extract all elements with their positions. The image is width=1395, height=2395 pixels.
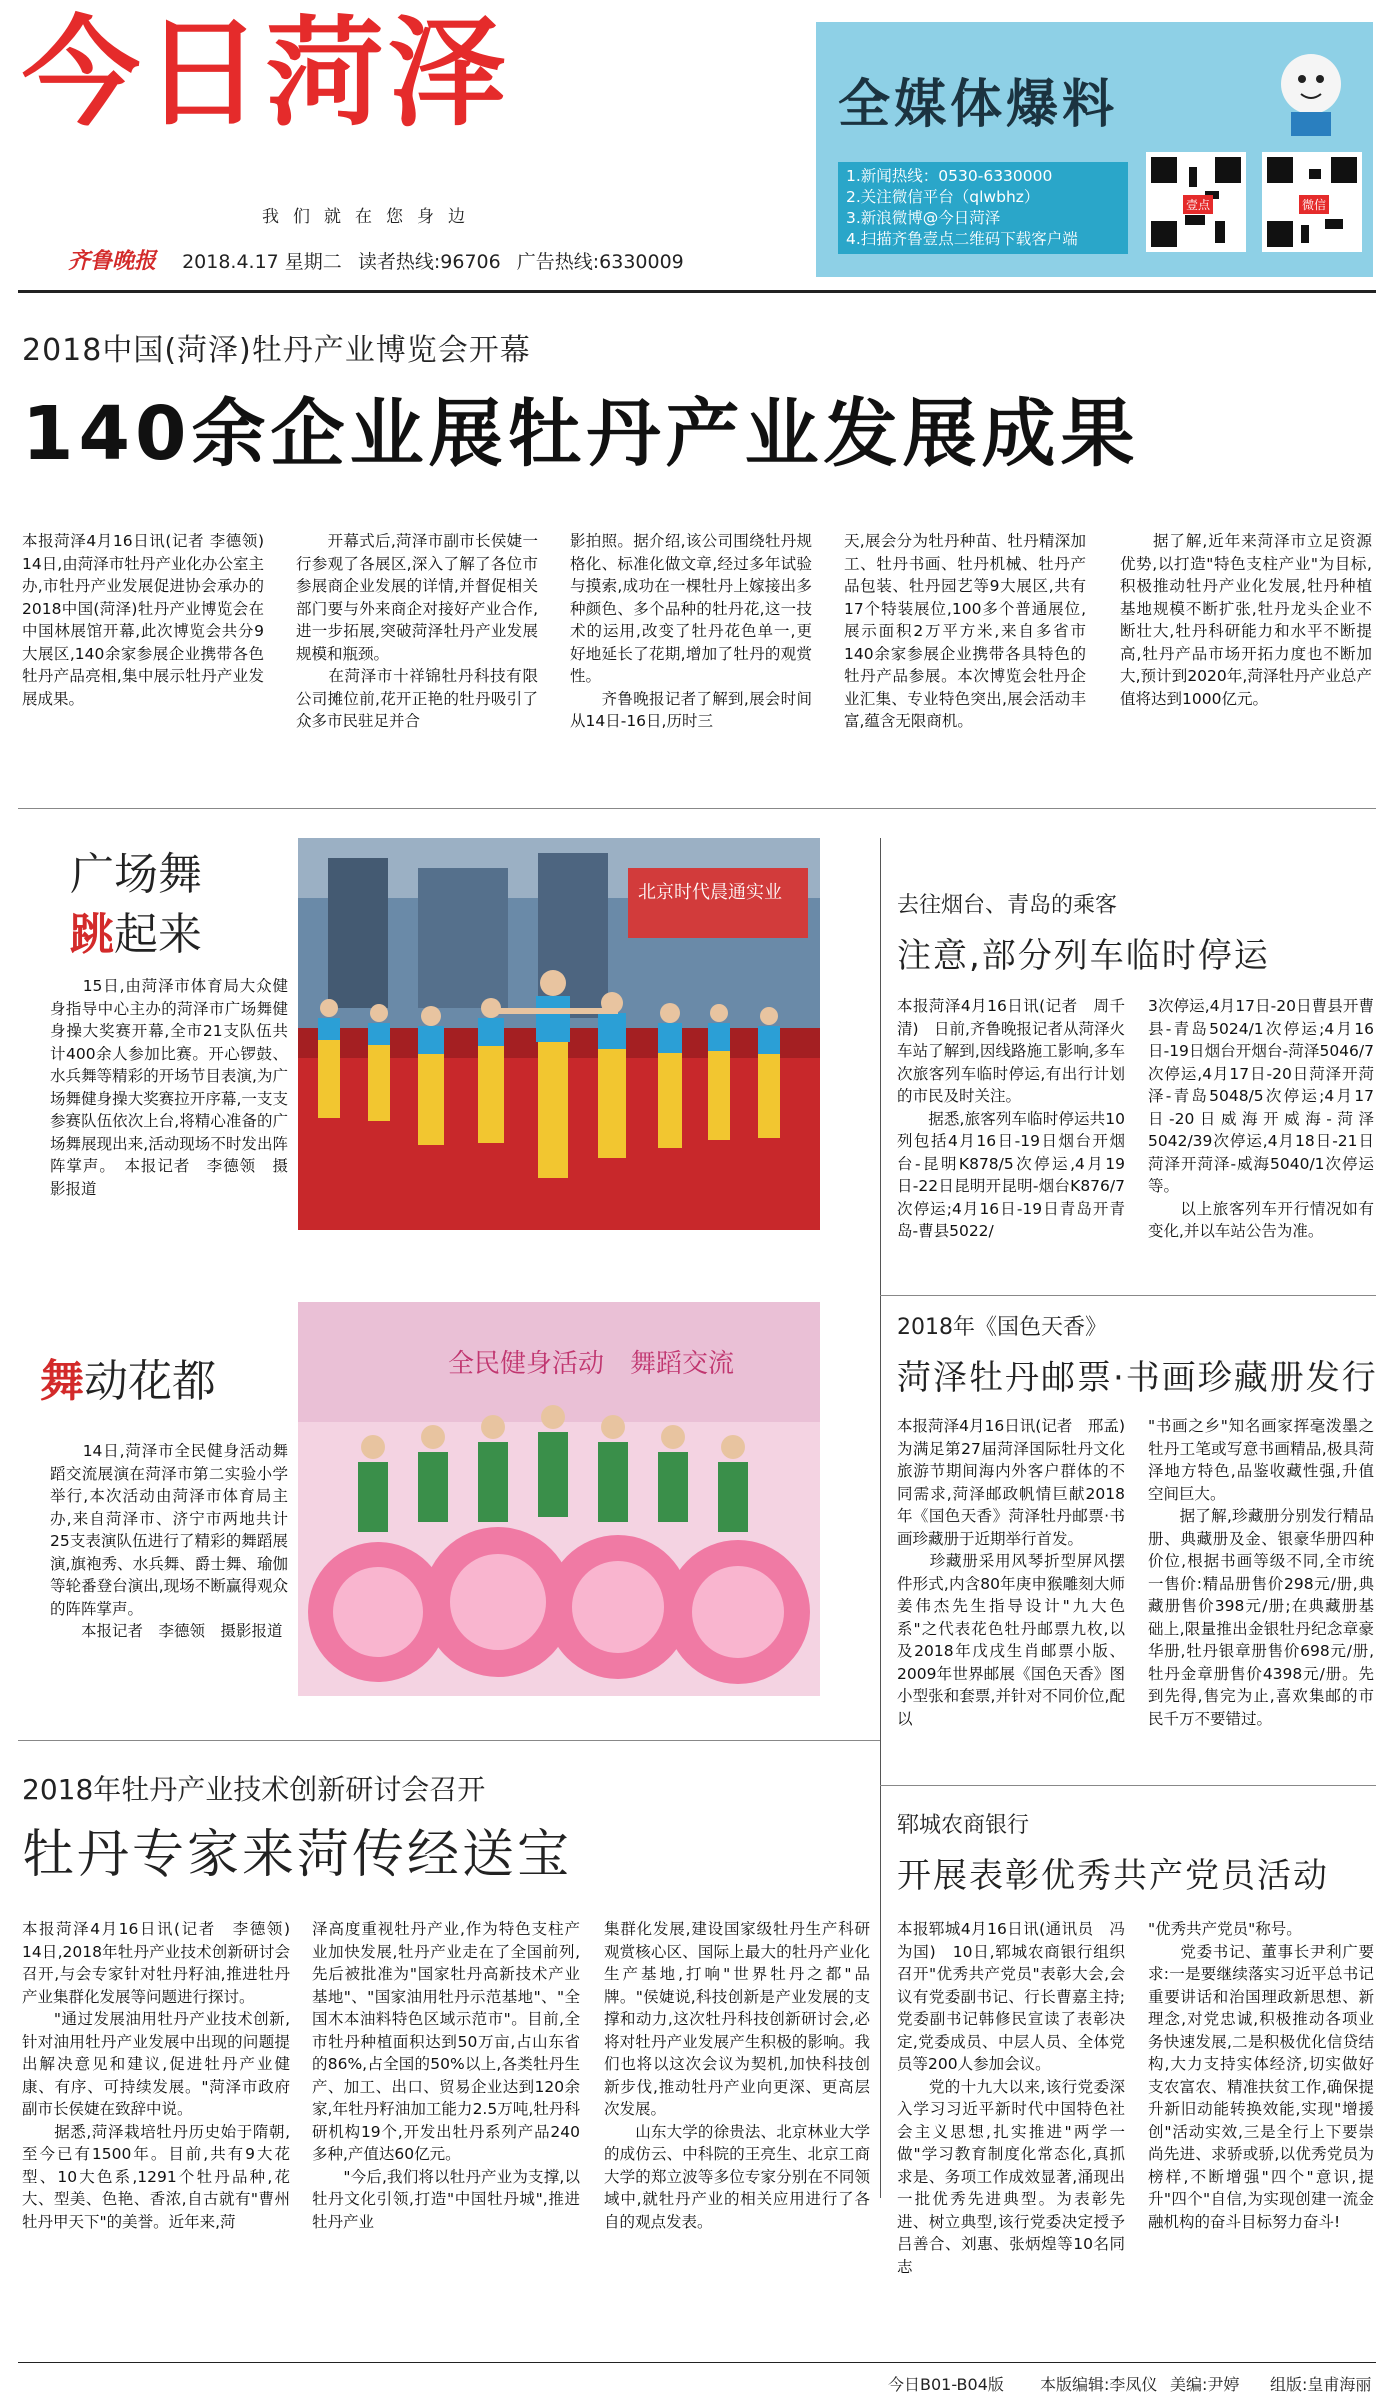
square-dance-photo (298, 838, 820, 1230)
masthead-divider (18, 290, 1376, 293)
photo2-title-rest: 动花都 (84, 1356, 216, 1407)
lead-kicker: 2018中国(菏泽)牡丹产业博览会开幕 (22, 333, 531, 368)
masthead-title: 今日菏泽 (22, 4, 511, 142)
promo-item: 3.新浪微博@今日菏泽 (846, 209, 1001, 227)
issue-date: 2018.4.17 星期二 (182, 251, 342, 273)
photo2-title-red: 舞 (40, 1356, 84, 1407)
dance-photo-illustration (298, 838, 820, 1230)
column-rule-right (880, 838, 881, 2198)
qr2-center-label: 微信 (1299, 195, 1329, 214)
section-divider (18, 1740, 880, 1741)
lead-column-1: 本报菏泽4月16日讯(记者 李德领) 14日,由菏泽市牡丹产业化办公室主办,市牡丹产业发展促进协会承办的2018中国(菏泽)牡丹产业博览会在中国林展馆开幕,此次博览会共分9大展区,140余家参展企业携带各色牡丹产品亮相,集中展示牡丹产业发展成果。 (22, 532, 280, 708)
promo-title: 全媒体爆料 (838, 75, 1119, 135)
footer-rule (18, 2362, 1376, 2363)
promo-contact-list (838, 162, 1128, 254)
stamp-column-2: "书画之乡"知名画家挥毫泼墨之牡丹工笔或写意书画精品,极具菏泽地方特色,品鉴收藏性强,升值空间巨大。 据了解,珍藏册分别发行精品册、典藏册及金、银豪华册四种价位,根据书画等级不同,全市统一售价:精品册售价298元/册,典藏册售价398元/册;在典藏册基础上,限量推出金银牡丹纪念章豪华册,牡丹银章册售价698元/册,牡丹金章册售价4398元/册。先到先得,售完为止,喜欢集邮的市民千万不要错过。 (1148, 1417, 1374, 1728)
bank-column-1: 本报郓城4月16日讯(通讯员 冯为国) 10日,郓城农商银行组织召开"优秀共产党员"表彰大会,会议有党委副书记、行长曹嘉主持;党委副书记韩修民宣读了表彰决定,党委成员、中层人员、全体党员等200人参加会议。 党的十九大以来,该行党委深入学习习近平新时代中国特色社会主义思想,扎实推进"两学一做"学习教育制度化常态化,真抓求是、务项工作成效显著,涌现出一批优秀先进典型。为表彰先进、树立典型,该行党委决定授予吕善合、刘惠、张炳煌等10名同志 (897, 1920, 1125, 2276)
bank-column-2: "优秀共产党员"称号。 党委书记、董事长尹利广要求:一是要继续落实习近平总书记重要讲话和治国理政新思想、新理念,对党忠诚,积极推动各项业务快速发展,二是积极优化信贷结构,大力支持实体经济,切实做好支农富农、精准扶贫工作,确保提升新旧动能转换效能,实现"增援创"活动实效,三是全行上下要崇尚先进、求骄或骄,以优秀党员为榜样,不断增强"四个"意识,提升"四个"自信,为实现创建一流金融机构的奋斗目标努力奋斗! (1148, 1920, 1374, 2231)
photo1-title-line2 (70, 898, 202, 962)
photo1-title-line1: 广场舞 (70, 849, 202, 900)
flower-dance-photo (298, 1302, 820, 1696)
promo-item: 2.关注微信平台（qlwbhz） (846, 188, 1040, 206)
photo1-caption: 15日,由菏泽市体育局大众健身指导中心主办的菏泽市广场舞健身操大奖赛开幕,全市21支队伍共计400余人参加比赛。开心锣鼓、水兵舞等精彩的开场节目表演,为广场舞健身操大奖赛拉开序幕,一支支参赛队伍依次上台,将精心准备的广场舞展现出来,活动现场不时发出阵阵掌声。 本报记者 李德领 摄影报道 (50, 977, 288, 1198)
bank-headline: 开展表彰优秀共产党员活动 (897, 1856, 1329, 1896)
stamp-headline: 菏泽牡丹邮票·书画珍藏册发行 (897, 1358, 1378, 1398)
train-column-2: 3次停运,4月17日-20日曹县开曹县-青岛5024/1次停运;4月16日-19日烟台开烟台-菏泽5046/7次停运,4月17日-20日菏泽开菏泽-青岛5048/5次停运;4月17日-20日威海开威海-菏泽5042/39次停运,4月18日-21日菏泽开菏泽-威海5040/1次停运等。 以上旅客列车开行情况如有变化,并以车站公告为准。 (1148, 997, 1374, 1240)
section-divider (18, 808, 1376, 809)
footer (0, 2370, 1395, 2394)
stamp-kicker: 2018年《国色天香》 (897, 1315, 1107, 1340)
flower-photo-illustration (298, 1302, 820, 1696)
mascot-icon (1256, 34, 1366, 144)
section-divider (880, 1295, 1376, 1296)
train-headline: 注意,部分列车临时停运 (897, 936, 1270, 976)
promo-item: 4.扫描齐鲁壹点二维码下载客户端 (846, 230, 1078, 248)
footer-proof: 组版:皇甫海丽 (1270, 2375, 1372, 2394)
footer-pages: 今日B01-B04版 (888, 2375, 1004, 2394)
qr-center-label: 壹点 (1183, 195, 1213, 214)
bank-kicker: 郓城农商银行 (897, 1813, 1030, 1838)
expert-kicker: 2018年牡丹产业技术创新研讨会召开 (22, 1773, 486, 1806)
lead-headline: 140余企业展牡丹产业发展成果 (22, 391, 1140, 477)
expert-column-2: 泽高度重视牡丹产业,作为特色支柱产业加快发展,牡丹产业走在了全国前列,先后被批准为"国家牡丹高新技术产业基地"、"国家油用牡丹示范基地"、"全国木本油料特色区域示范市"。目前,全市牡丹种植面积达到50万亩,占山东省的86%,占全国的50%以上,各类牡丹生产、加工、出口、贸易企业达到120余家,年牡丹籽油加工能力2.5万吨,牡丹科研机构19个,开发出牡丹系列产品240多种,产值达60亿元。 "今后,我们将以牡丹产业为支撑,以牡丹文化引领,打造"中国牡丹城",推进牡丹产业 (312, 1920, 580, 2231)
footer-art: 美编:尹婷 (1170, 2375, 1240, 2394)
photo2-banner-text: 全民健身活动 舞蹈交流 (448, 1349, 735, 1379)
lead-column-5: 据了解,近年来菏泽市立足资源优势,以打造"特色支柱产业"为目标,积极推动牡丹产业化发展,牡丹种植基地规模不断扩张,牡丹龙头企业不断壮大,牡丹科研能力和水平不断提高,牡丹产品市场开拓力度也不断加大,预计到2020年,菏泽牡丹产业总产值将达到1000亿元。 (1120, 532, 1372, 708)
footer-editor: 本版编辑:李凤仪 (1040, 2375, 1158, 2394)
photo1-title-red: 跳 (70, 909, 114, 960)
train-kicker: 去往烟台、青岛的乘客 (897, 893, 1118, 918)
photo1-banner-text: 北京时代晨通实业 (638, 882, 782, 903)
section-divider (880, 1785, 1376, 1786)
masthead-slogan: 我们就在您身边 (262, 207, 479, 227)
qr-code-wechat[interactable] (1262, 152, 1362, 252)
stamp-column-1: 本报菏泽4月16日讯(记者 邢孟) 为满足第27届菏泽国际牡丹文化旅游节期间海内外客户群体的不同需求,菏泽邮政帆情巨献2018年《国色天香》菏泽牡丹邮票·书画珍藏册于近期举行首发。 珍藏册采用风琴折型屏风摆件形式,内含80年庚申猴雕刻大师姜伟杰先生指导设计"九大色系"之代表花色牡丹邮票九枚,以及2018年戊戌生肖邮票小版、2009年世界邮展《国色天香》图小型张和套票,并针对不同价位,配以 (897, 1417, 1125, 1728)
photo2-title (40, 1345, 216, 1409)
lead-column-2: 开幕式后,菏泽市副市长侯婕一行参观了各展区,深入了解了各位市参展商企业发展的详情,并督促相关部门要与外来商企对接好产业合作,进一步拓展,突破菏泽牡丹产业发展规模和瓶颈。 在菏泽市十祥锦牡丹科技有限公司摊位前,花开正艳的牡丹吸引了众多市民驻足并合 (296, 532, 538, 730)
train-column-1: 本报菏泽4月16日讯(记者 周千清) 日前,齐鲁晚报记者从菏泽火车站了解到,因线路施工影响,多车次旅客列车临时停运,有出行计划的市民及时关注。 据悉,旅客列车临时停运共10列包括4月16日-19日烟台开烟台-昆明K878/5次停运,4月19日-22日昆明开昆明-烟台K876/7次停运;4月16日-19日青岛开青岛-曹县5022/ (897, 997, 1125, 1240)
promo-item: 1.新闻热线：0530-6330000 (846, 167, 1053, 185)
qr-code-app[interactable] (1146, 152, 1246, 252)
newspaper-brand: 齐鲁晚报 (68, 248, 157, 274)
expert-column-1: 本报菏泽4月16日讯(记者 李德领) 14日,2018年牡丹产业技术创新研讨会召开,与会专家针对牡丹籽油,推进牡丹产业集群化发展等问题进行探讨。 "通过发展油用牡丹产业技术创新,针对油用牡丹产业发展中出现的问题提出解决意见和建议,促进牡丹产业健康、有序、可持续发展。"菏泽市政府副市长侯婕在致辞中说。 据悉,菏泽栽培牡丹历史始于隋朝,至今已有1500年。目前,共有9大花型、10大色系,1291个牡丹品种,花大、型美、色艳、香浓,自古就有"曹州牡丹甲天下"的美誉。近年来,菏 (22, 1920, 290, 2231)
ad-hotline: 广告热线:6330009 (516, 251, 684, 273)
dateline (68, 244, 828, 274)
photo2-caption: 14日,菏泽市全民健身活动舞蹈交流展演在菏泽市第二实验小学举行,本次活动由菏泽市体育局主办,来自菏泽市、济宁市两地共计25支表演队伍进行了精彩的舞蹈展演,旗袍秀、水兵舞、爵士舞、瑜伽等轮番登台演出,现场不断赢得观众的阵阵掌声。 本报记者 李德领 摄影报道 (50, 1442, 288, 1640)
photo1-title-rest: 起来 (114, 909, 202, 960)
promo-box (816, 22, 1373, 277)
lead-column-4: 天,展会分为牡丹种苗、牡丹精深加工、牡丹书画、牡丹机械、牡丹产品包装、牡丹园艺等9大展区,共有17个特装展位,100多个普通展位,展示面积2万平方米,来自多省市140余家参展企业携带各具特色的牡丹产品参展。本次博览会牡丹企业汇集、专业特色突出,展会活动丰富,蕴含无限商机。 (844, 532, 1086, 730)
reader-hotline: 读者热线:96706 (357, 251, 501, 273)
expert-headline: 牡丹专家来菏传经送宝 (22, 1825, 573, 1885)
expert-column-3: 集群化发展,建设国家级牡丹生产科研观赏核心区、国际上最大的牡丹产业化生产基地,打响"世界牡丹之都"品牌。"侯婕说,科技创新是产业发展的支撑和动力,这次牡丹科技创新研讨会,必将对牡丹产业发展产生积极的影响。我们也将以这次会议为契机,加快科技创新步伐,推动牡丹产业向更深、更高层次发展。 山东大学的徐贵法、北京林业大学的成仿云、中科院的王亮生、北京工商大学的郑立波等多位专家分别在不同领域中,就牡丹产业的相关应用进行了各自的观点发表。 (604, 1920, 870, 2231)
lead-column-3: 影拍照。据介绍,该公司围绕牡丹规格化、标准化做文章,经过多年试验与摸索,成功在一棵牡丹上嫁接出多种颜色、多个品种的牡丹花,这一技术的运用,改变了牡丹花色单一,更好地延长了花期,增加了牡丹的观赏性。 齐鲁晚报记者了解到,展会时间从14日-16日,历时三 (570, 532, 812, 730)
